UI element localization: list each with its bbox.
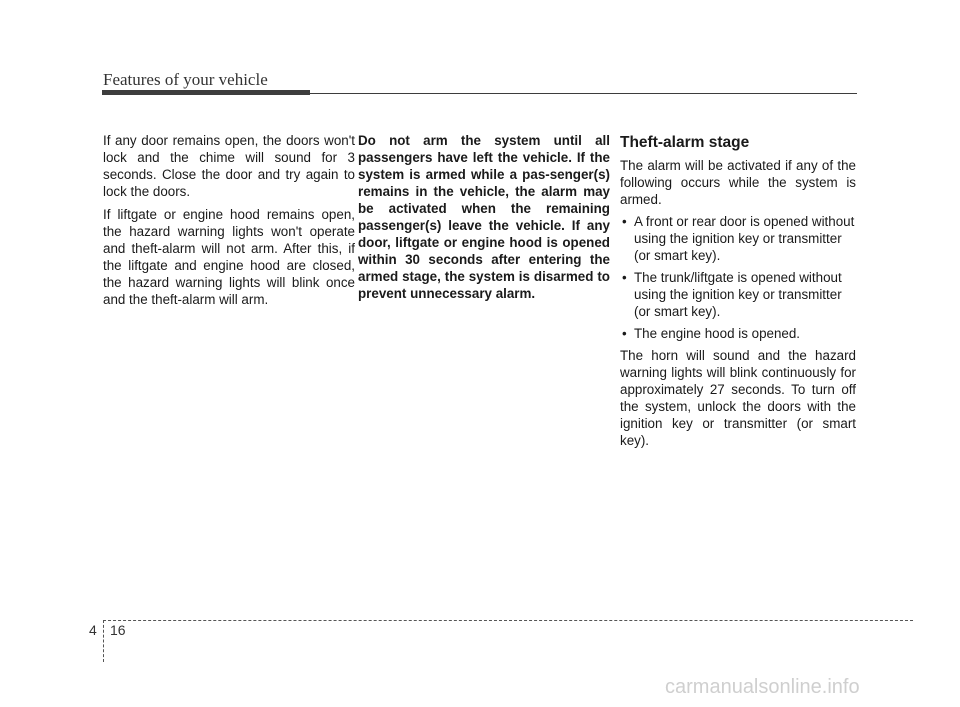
bullet-icon: • xyxy=(622,214,627,229)
column-left xyxy=(103,132,355,314)
list-item-text: The trunk/liftgate is opened without using the ignition key or transmitter (or smart key). xyxy=(634,270,842,319)
page-number: 16 xyxy=(110,622,126,638)
paragraph-door-open: If any door remains open, the doors won't lock and the chime will sound for 3 seconds. Close the door and try again to lock the doors. xyxy=(103,133,355,199)
warning-paragraph: Do not arm the system until all passengers have left the vehicle. If the system is armed while a pas-senger(s) remains in the vehicle, the alarm may be activated when the remaining passenger(s) leave the vehicle. If any door, liftgate or engine hood is opened within 30 seconds after entering the armed stage, the system is disarmed to prevent unnecessary alarm. xyxy=(358,133,610,301)
header-accent-bar xyxy=(102,90,310,95)
closing-paragraph: The horn will sound and the hazard warning lights will blink continuously for approximately 27 seconds. To turn off the system, unlock the doors with the ignition key or transmitter (or smart key). xyxy=(620,348,856,448)
header-rule xyxy=(310,93,857,94)
list-item xyxy=(620,213,856,264)
watermark-text: carmanualsonline.info xyxy=(665,676,860,698)
header-title: Features of your vehicle xyxy=(103,70,268,89)
list-item-text: The engine hood is opened. xyxy=(634,326,801,341)
list-item-text: A front or rear door is opened without using the ignition key or transmitter (or smart key). xyxy=(634,214,855,263)
list-item xyxy=(620,325,856,342)
section-intro: The alarm will be activated if any of the following occurs while the system is armed. xyxy=(620,158,856,207)
footer-rule xyxy=(103,620,913,621)
section-heading: Theft-alarm stage xyxy=(620,134,750,151)
bullet-icon: • xyxy=(622,326,627,341)
column-right xyxy=(620,132,856,454)
trigger-list xyxy=(620,213,856,342)
bullet-icon: • xyxy=(622,270,627,285)
chapter-number: 4 xyxy=(89,622,97,638)
footer-divider xyxy=(103,620,104,662)
column-middle xyxy=(358,132,610,308)
paragraph-liftgate-hood: If liftgate or engine hood remains open, the hazard warning lights won't operate and theft-alarm will not arm. After this, if the liftgate and engine hood are closed, the hazard warning lights will blink once and the theft-alarm will arm. xyxy=(103,207,355,307)
list-item xyxy=(620,269,856,320)
